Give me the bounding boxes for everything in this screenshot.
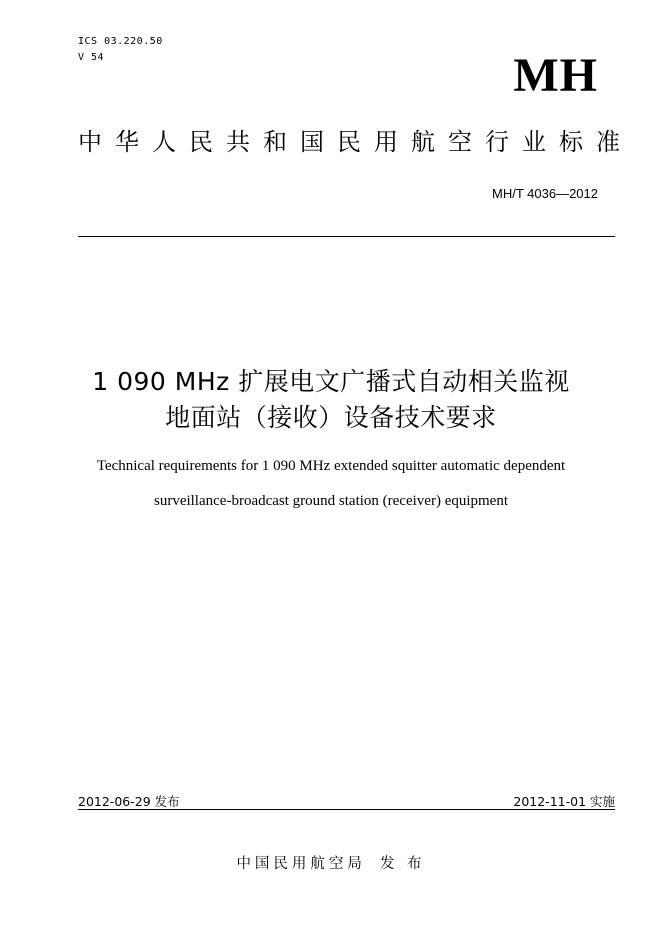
standard-number: MH/T 4036—2012 [492,186,598,201]
ccs-code: V 54 [78,52,105,63]
title-en-line-1: Technical requirements for 1 090 MHz extended squitter automatic dependent [96,458,566,474]
top-divider [78,236,615,237]
issuer-line [0,852,662,873]
title-cn-line-2: 地面站（接收）设备技术要求 [165,403,497,432]
issue-date: 2012-06-29 发布 [78,794,180,809]
issuer-name: 中国民用航空局 [236,856,366,872]
title-en-line-2: surveillance-broadcast ground station (receiver) equipment [153,493,509,509]
mh-logo: MH [513,49,598,102]
standard-category: 中华人民共和国民用航空行业标准 [78,128,633,156]
title-cn-line-1: 1 090 MHz 扩展电文广播式自动相关监视 [92,367,570,396]
issuer-action: 发 布 [379,856,426,872]
implementation-date: 2012-11-01 实施 [513,794,615,809]
bottom-divider [78,809,615,810]
ics-code: ICS 03.220.50 [78,36,163,47]
